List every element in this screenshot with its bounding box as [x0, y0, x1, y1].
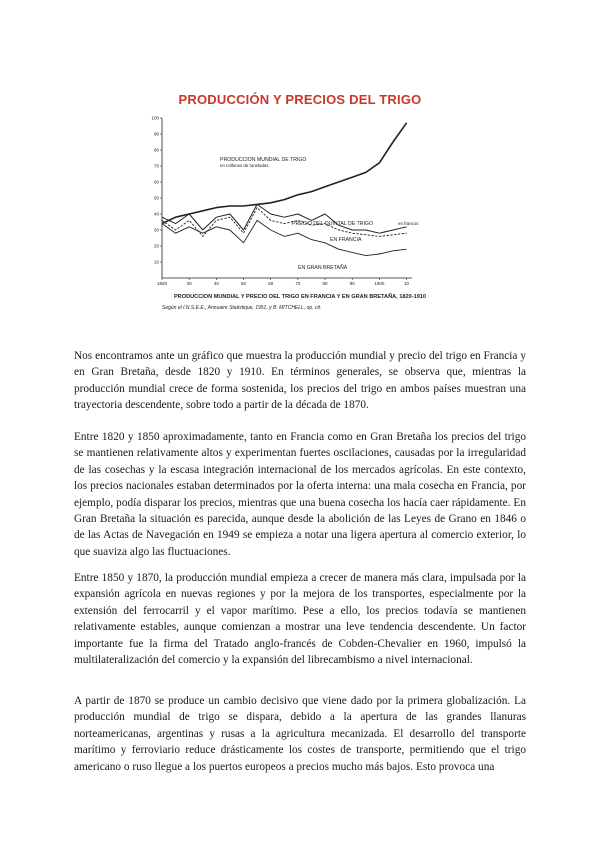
annotation-price: PRECIO DEL QUINTAL DE TRIGO — [292, 221, 373, 227]
x-tick-label: 50 — [241, 281, 247, 286]
annotation-production-unit: en millones de toneladas — [220, 163, 269, 168]
chart-series — [162, 123, 407, 256]
x-tick-label: 90 — [349, 281, 355, 286]
paragraph-3: Entre 1850 y 1870, la producción mundial empieza a crecer de manera más clara, impulsada por la expansión agrícola en nuevas regiones y por la mejora de los transportes, especialmente por la extensión del ferrocarril y el vapor marítimo. Pese a ello, los precios todavía se mantienen relativamente estables, aunque comienzan a mostrar una leve tendencia descendente. Un factor importante fue la firma del Tratado anglo-francés de Cobden-Chevalier en 1960, impulsó la multilateralización del comercio y la expansión del librecambismo a nivel internacional. — [74, 572, 526, 667]
x-tick-label: 40 — [213, 281, 219, 286]
y-tick-label: 80 — [153, 147, 159, 153]
series-line-1 — [162, 123, 407, 224]
y-tick-label: 20 — [153, 243, 159, 249]
y-tick-label: 70 — [153, 163, 159, 169]
x-tick-label: 30 — [186, 281, 192, 286]
annotation-price-unit: en francos — [398, 221, 419, 226]
wheat-chart — [150, 110, 450, 330]
paragraph-2: Entre 1820 y 1850 aproximadamente, tanto en Francia como en Gran Bretaña los precios del trigo se mantienen relativamente altos y experimentan fuertes oscilaciones, causadas por la irregularidad de las cosechas y la escasa integración internacional de los mercados agrícolas. En este contexto, los precios nacionales estaban determinados por la oferta interna: una mala cosecha en Francia, por ejemplo, podía disparar los precios, mientras que una buena cosecha los hacía caer rápidamente. En Gran Bretaña la situación es parecida, aunque desde la abolición de las Leyes de Grano en 1846 o de las Actas de Navegación en 1949 se empieza a notar una ligera apertura al comercio exterior, lo que suaviza algo las fluctuaciones. — [74, 431, 526, 558]
annotation-britain: EN GRAN BRETAÑA — [298, 265, 348, 271]
annotation-production: PRODUCCION MUNDIAL DE TRIGO — [220, 157, 307, 163]
x-tick-label: 1900 — [374, 281, 385, 286]
y-tick-label: 30 — [153, 227, 159, 233]
y-tick-label: 100 — [151, 115, 159, 121]
x-tick-label: 60 — [268, 281, 274, 286]
paragraph-1: Nos encontramos ante un gráfico que muestra la producción mundial y precio del trigo en Francia y en Gran Bretaña, desde 1820 y 1910. En términos generales, se observa que, mientras la producción mundial crece de forma sostenida, los precios del trigo en ambos países muestran una trayectoria descendente, sobre todo a partir de la década de 1870. — [74, 350, 526, 412]
series-line-2 — [162, 204, 407, 233]
annotation-france: EN FRANCIA — [330, 237, 362, 243]
x-tick-label: 1820 — [156, 281, 168, 286]
y-tick-label: 90 — [153, 131, 159, 137]
chart-caption-main: PRODUCCION MUNDIAL Y PRECIO DEL TRIGO EN FRANCIA Y EN GRAN BRETAÑA, 1820-1910 — [173, 294, 427, 300]
y-tick-label: 10 — [153, 259, 159, 265]
y-tick-label: 50 — [153, 195, 159, 201]
x-tick-label: 70 — [295, 281, 301, 286]
chart-labels — [220, 157, 419, 271]
paragraph-4: A partir de 1870 se produce un cambio decisivo que viene dado por la primera globalización. La producción mundial de trigo se dispara, debido a la apertura de las grandes llanuras norteamericanas, argentinas y rusas a la agricultura mecanizada. El desarrollo del transporte marítimo y ferroviario reduce drásticamente los costes de transporte, permitiendo que el trigo americano o ruso llegue a los puertos europeos a precios mucho más bajos. Esto provoca una — [74, 695, 526, 773]
x-tick-label: 10 — [404, 281, 410, 286]
y-tick-label: 40 — [153, 211, 159, 217]
y-tick-label: 60 — [153, 179, 159, 185]
figure-title: PRODUCCIÓN Y PRECIOS DEL TRIGO — [178, 92, 422, 107]
chart-caption-source: Según el I.N.S.E.E., Annuaire Statistique, 1951, y B. MITCHELL, op. cit. — [162, 305, 322, 311]
x-tick-label: 80 — [322, 281, 328, 286]
